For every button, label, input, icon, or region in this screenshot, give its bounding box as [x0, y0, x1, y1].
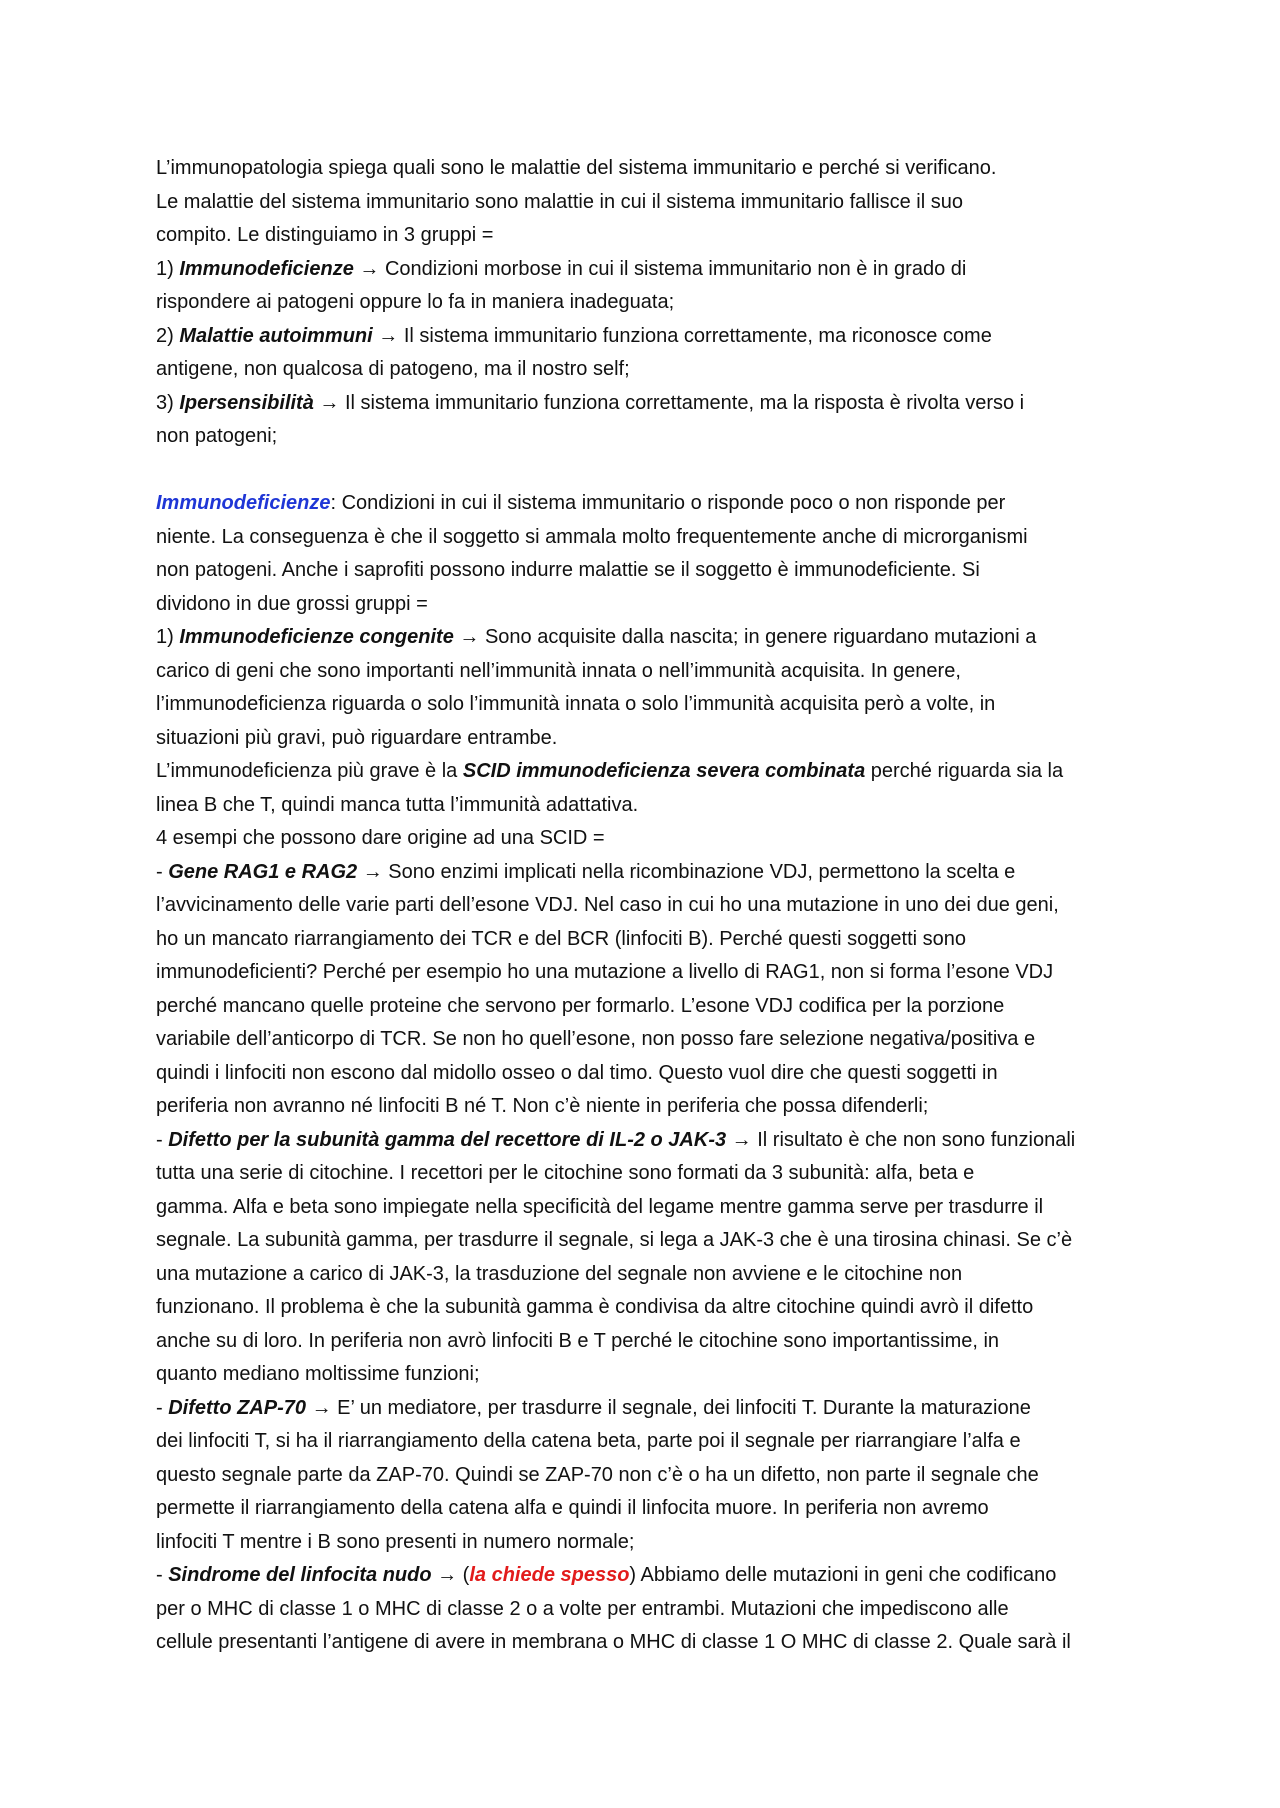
- congenite-line-1-text: → Sono acquisite dalla nascita; in genere riguardano mutazioni a: [453, 626, 1037, 648]
- jak-paragraph: [156, 1124, 1136, 1392]
- rag-line-7: quindi i linfociti non escono dal midollo osseo o dal timo. Questo vuol dire che questi soggetti in: [156, 1061, 998, 1084]
- zap-line-3: questo segnale parte da ZAP-70. Quindi se ZAP-70 non c’è o ha un difetto, non parte il segnale che: [156, 1463, 1039, 1486]
- group-2-term: Malattie autoimmuni: [179, 324, 373, 347]
- zap-line-2: dei linfociti T, si ha il riarrangiamento della catena beta, parte poi il segnale per riarrangiare l’alfa e: [156, 1430, 1021, 1452]
- zap-paragraph: [156, 1392, 1136, 1560]
- group-1-text: → Condizioni morbose in cui il sistema immunitario non è in grado di: [353, 257, 967, 280]
- intro-line-2: Le malattie del sistema immunitario sono malattie in cui il sistema immunitario fallisce il suo: [156, 190, 963, 213]
- rag-paragraph: [156, 856, 1136, 1124]
- rag-line-5: perché mancano quelle proteine che servono per formarlo. L’esone VDJ codifica per la porzione: [156, 994, 1005, 1017]
- jak-line-4: segnale. La subunità gamma, per trasdurre il segnale, si lega a JAK-3 che è una tirosina chinasi. Se c’è: [156, 1229, 1073, 1251]
- group-3-num: 3): [156, 391, 180, 414]
- jak-line-8: quanto mediano moltissime funzioni;: [156, 1363, 480, 1385]
- group-ipersensibilita: [156, 387, 1136, 454]
- group-1-term: Immunodeficienze: [179, 257, 354, 280]
- group-3-text: → Il sistema immunitario funziona correttamente, ma la risposta è rivolta verso i: [313, 391, 1025, 414]
- group-2-num: 2): [156, 324, 180, 347]
- zap-line-1: [156, 1392, 1136, 1426]
- group-2-text: → Il sistema immunitario funziona correttamente, ma riconosce come: [372, 324, 992, 347]
- immuno-line-4: dividono in due grossi gruppi =: [156, 592, 428, 615]
- rag-line-1-text: → Sono enzimi implicati nella ricombinazione VDJ, permettono la scelta e: [357, 860, 1016, 883]
- jak-line-5: una mutazione a carico di JAK-3, la trasduzione del segnale non avviene e le citochine non: [156, 1262, 963, 1285]
- nudo-line-1-text: ) Abbiamo delle mutazioni in geni che codificano: [629, 1564, 1057, 1586]
- rag-term: Gene RAG1 e RAG2: [168, 860, 358, 883]
- congenite-line-4: situazioni più gravi, può riguardare entrambe.: [156, 726, 558, 749]
- zap-line-4: permette il riarrangiamento della catena alfa e quindi il linfocita muore. In periferia non avremo: [156, 1497, 989, 1519]
- jak-line-1-text: → Il risultato è che non sono funzionali: [726, 1128, 1076, 1151]
- rag-line-3: ho un mancato riarrangiamento dei TCR e del BCR (linfociti B). Perché questi soggetti sono: [156, 927, 967, 950]
- group-3-line-1: [156, 387, 1136, 421]
- zap-dash: -: [156, 1396, 169, 1419]
- rag-line-8: periferia non avranno né linfociti B né T. Non c’è niente in periferia che possa difenderli;: [156, 1095, 929, 1117]
- rag-line-6: variabile dell’anticorpo di TCR. Se non ho quell’esone, non posso fare selezione negativa/positiva e: [156, 1028, 1036, 1050]
- nudo-line-1: [156, 1559, 1136, 1593]
- nudo-paragraph: [156, 1559, 1136, 1660]
- nudo-note: la chiede spesso: [469, 1564, 630, 1586]
- nudo-line-3: cellule presentanti l’antigene di avere in membrana o MHC di classe 1 O MHC di classe 2. Quale sarà il: [156, 1631, 1071, 1653]
- group-1-line-1: [156, 253, 1136, 287]
- group-1-line-2: rispondere ai patogeni oppure lo fa in maniera inadeguata;: [156, 291, 675, 313]
- group-2-line-2: antigene, non qualcosa di patogeno, ma il nostro self;: [156, 358, 630, 380]
- congenite-paragraph: [156, 621, 1136, 755]
- group-autoimmuni: [156, 320, 1136, 387]
- jak-term: Difetto per la subunità gamma del recettore di IL-2 o JAK-3: [168, 1128, 727, 1151]
- scid-line-1: [156, 755, 1136, 789]
- rag-line-1: [156, 856, 1136, 890]
- congenite-line-2: carico di geni che sono importanti nell’immunità innata o nell’immunità acquisita. In genere,: [156, 659, 961, 682]
- group-2-line-1: [156, 320, 1136, 354]
- scid-line-1-b: perché riguarda sia la: [865, 760, 1064, 782]
- scid-line-1-a: L’immunodeficienza più grave è la: [156, 760, 463, 782]
- intro-line-1: L’immunopatologia spiega quali sono le malattie del sistema immunitario e perché si verificano.: [156, 157, 997, 179]
- jak-line-1: [156, 1124, 1136, 1158]
- nudo-term: Sindrome del linfocita nudo: [168, 1564, 432, 1586]
- rag-line-4: immunodeficienti? Perché per esempio ho una mutazione a livello di RAG1, non si forma l’esone VDJ: [156, 961, 1054, 983]
- congenite-num: 1): [156, 626, 180, 648]
- rag-line-2: l’avvicinamento delle varie parti dell’esone VDJ. Nel caso in cui ho una mutazione in uno dei due geni,: [156, 894, 1059, 916]
- immuno-line-1: [156, 487, 1136, 521]
- scid-line-2: linea B che T, quindi manca tutta l’immunità adattativa.: [156, 793, 639, 816]
- blank-line: [156, 454, 1136, 488]
- nudo-arrow: → (: [431, 1564, 470, 1586]
- document-page: [156, 152, 1136, 1660]
- zap-term: Difetto ZAP-70: [168, 1396, 307, 1419]
- rag-dash: -: [156, 860, 169, 883]
- zap-line-5: linfociti T mentre i B sono presenti in numero normale;: [156, 1530, 635, 1553]
- jak-dash: -: [156, 1128, 169, 1151]
- jak-line-6: funzionano. Il problema è che la subunità gamma è condivisa da altre citochine quindi avrò il difetto: [156, 1296, 1034, 1318]
- jak-line-7: anche su di loro. In periferia non avrò linfociti B e T perché le citochine sono importantissime, in: [156, 1329, 1000, 1352]
- congenite-line-3: l’immunodeficienza riguarda o solo l’immunità innata o solo l’immunità acquisita però a volte, in: [156, 693, 996, 715]
- jak-line-2: tutta una serie di citochine. I recettori per le citochine sono formati da 3 subunità: alfa, beta e: [156, 1162, 975, 1184]
- group-1-num: 1): [156, 257, 180, 280]
- nudo-dash: -: [156, 1564, 169, 1586]
- nudo-line-2: per o MHC di classe 1 o MHC di classe 2 o a volte per entrambi. Mutazioni che impediscono alle: [156, 1597, 1009, 1620]
- jak-line-3: gamma. Alfa e beta sono impiegate nella specificità del legame mentre gamma serve per trasdurre il: [156, 1195, 1044, 1218]
- group-immunodeficienze: [156, 253, 1136, 320]
- zap-line-1-text: → E’ un mediatore, per trasdurre il segnale, dei linfociti T. Durante la maturazione: [306, 1396, 1031, 1419]
- immuno-heading: Immunodeficienze: [156, 492, 331, 514]
- immuno-line-3: non patogeni. Anche i saprofiti possono indurre malattie se il soggetto è immunodeficiente. Si: [156, 559, 980, 581]
- scid-term: SCID immunodeficienza severa combinata: [462, 760, 866, 782]
- intro-paragraph: [156, 152, 1136, 253]
- congenite-term: Immunodeficienze congenite: [179, 626, 454, 648]
- group-3-term: Ipersensibilità: [179, 391, 314, 414]
- intro-line-3: compito. Le distinguiamo in 3 gruppi =: [156, 224, 494, 246]
- immuno-line-1-text: : Condizioni in cui il sistema immunitario o risponde poco o non risponde per: [330, 492, 1006, 514]
- congenite-line-1: [156, 621, 1136, 655]
- immunodeficienze-section: [156, 487, 1136, 621]
- scid-line-3: 4 esempi che possono dare origine ad una SCID =: [156, 827, 605, 849]
- scid-paragraph: [156, 755, 1136, 856]
- immuno-line-2: niente. La conseguenza è che il soggetto si ammala molto frequentemente anche di microrganismi: [156, 525, 1028, 548]
- group-3-line-2: non patogeni;: [156, 425, 278, 447]
